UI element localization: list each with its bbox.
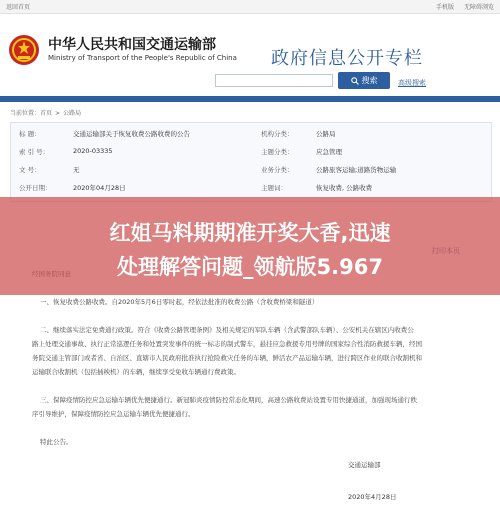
- gov-info-title: 政府信息公开专栏: [271, 48, 423, 69]
- doc-para-2c: 务院交通主管部门或者省、自治区、直辖市人民政府批准执行抢险救灾任务的车辆，鲜活农产品运输车辆，进行跨区作业的联合收割机和: [32, 354, 422, 362]
- accessible-link[interactable]: 无障碍浏览: [463, 4, 494, 11]
- breadcrumb-item-home[interactable]: 首页: [40, 110, 53, 117]
- search-button[interactable]: [338, 72, 390, 89]
- search-icon: [351, 77, 359, 85]
- keyword-value: 恢复收费, 公路收费: [316, 184, 373, 192]
- breadcrumb: 当前位置：首页 > 公路局: [10, 110, 82, 117]
- business-value: 公路旅客运输;道路货物运输: [316, 166, 397, 174]
- topic-value: 应急管理: [316, 148, 342, 156]
- overlay-line-1: 红姐马料期期准开奖大香,迅速: [109, 221, 391, 245]
- agency-label: 机构分类：: [261, 130, 294, 138]
- agency-value: 公路局: [316, 130, 336, 138]
- home-link[interactable]: 返回首页: [6, 4, 31, 11]
- nav-bar: [0, 96, 500, 102]
- keyword-label: 主题词：: [261, 184, 287, 192]
- doc-para-2a: 二、继续落实法定免费通行政策。符合《收费公路管理条例》及相关规定的军队车辆（含武警部队车辆）、公安机关在辖区内收费公: [40, 326, 414, 334]
- mobile-link[interactable]: 手机版: [436, 4, 455, 11]
- breadcrumb-label: 当前位置：: [10, 110, 41, 117]
- doc-para-2b: 路上处理交通事故、执行正常巡逻任务和处置突发事件的统一标志的制式警车，悬挂应急救援专用号牌的国家综合性消防救援车辆，经国: [32, 340, 422, 348]
- document-info-table: [10, 122, 492, 202]
- docnum-value: 无: [73, 166, 80, 174]
- doc-closing: 特此公告。: [40, 438, 73, 446]
- document-body: [10, 262, 490, 508]
- top-bar: [0, 0, 500, 14]
- national-emblem-icon: [8, 34, 40, 66]
- doc-para-3a: 三、保障疫情防控应急运输车辆优先便捷通行。新冠肺炎疫情防控常态化期间，高速公路收费站设置专用快捷通道，加强现场通行秩: [40, 396, 417, 404]
- overlay-banner: [0, 197, 500, 295]
- overlay-line-2: 处理解答问题_领航版5.967: [117, 255, 383, 279]
- advanced-search-link[interactable]: 高级搜索: [398, 79, 426, 87]
- search-input[interactable]: [215, 74, 333, 87]
- sign-date: 2020年4月28日: [348, 493, 397, 501]
- date-value: 2020年04月28日: [73, 184, 126, 192]
- doc-para-3b: 序引导维护，保障疫情防控应急运输车辆优先便捷通行。: [32, 410, 195, 418]
- doc-para-2d: 运输联合收割机（包括插秧机）的车辆，继续享受免收车辆通行费政策。: [32, 368, 240, 376]
- index-label: 索 引 号：: [19, 148, 50, 156]
- title-value: 交通运输部关于恢复收费公路收费的公告: [73, 130, 190, 138]
- business-label: 业务分类：: [261, 166, 294, 174]
- date-label: 公开日期：: [19, 184, 52, 192]
- docnum-label: 文 号：: [19, 166, 41, 174]
- index-value: 2020-03335: [73, 147, 113, 155]
- topic-label: 主题分类：: [261, 148, 294, 156]
- ministry-name-en: Ministry of Transport of the People's Republic of China: [48, 54, 237, 62]
- sign-org: 交通运输部: [348, 461, 381, 469]
- title-label: 标 题：: [19, 130, 41, 138]
- ministry-name-cn: 中华人民共和国交通运输部: [48, 37, 216, 53]
- doc-para-1: 一、恢复收费公路收费。自2020年5月6日零时起，经依法批准的收费公路（含收费桥梁和隧道）: [40, 298, 319, 306]
- search-button-label: 搜索: [361, 76, 378, 85]
- breadcrumb-item-bureau[interactable]: 公路局: [63, 110, 82, 117]
